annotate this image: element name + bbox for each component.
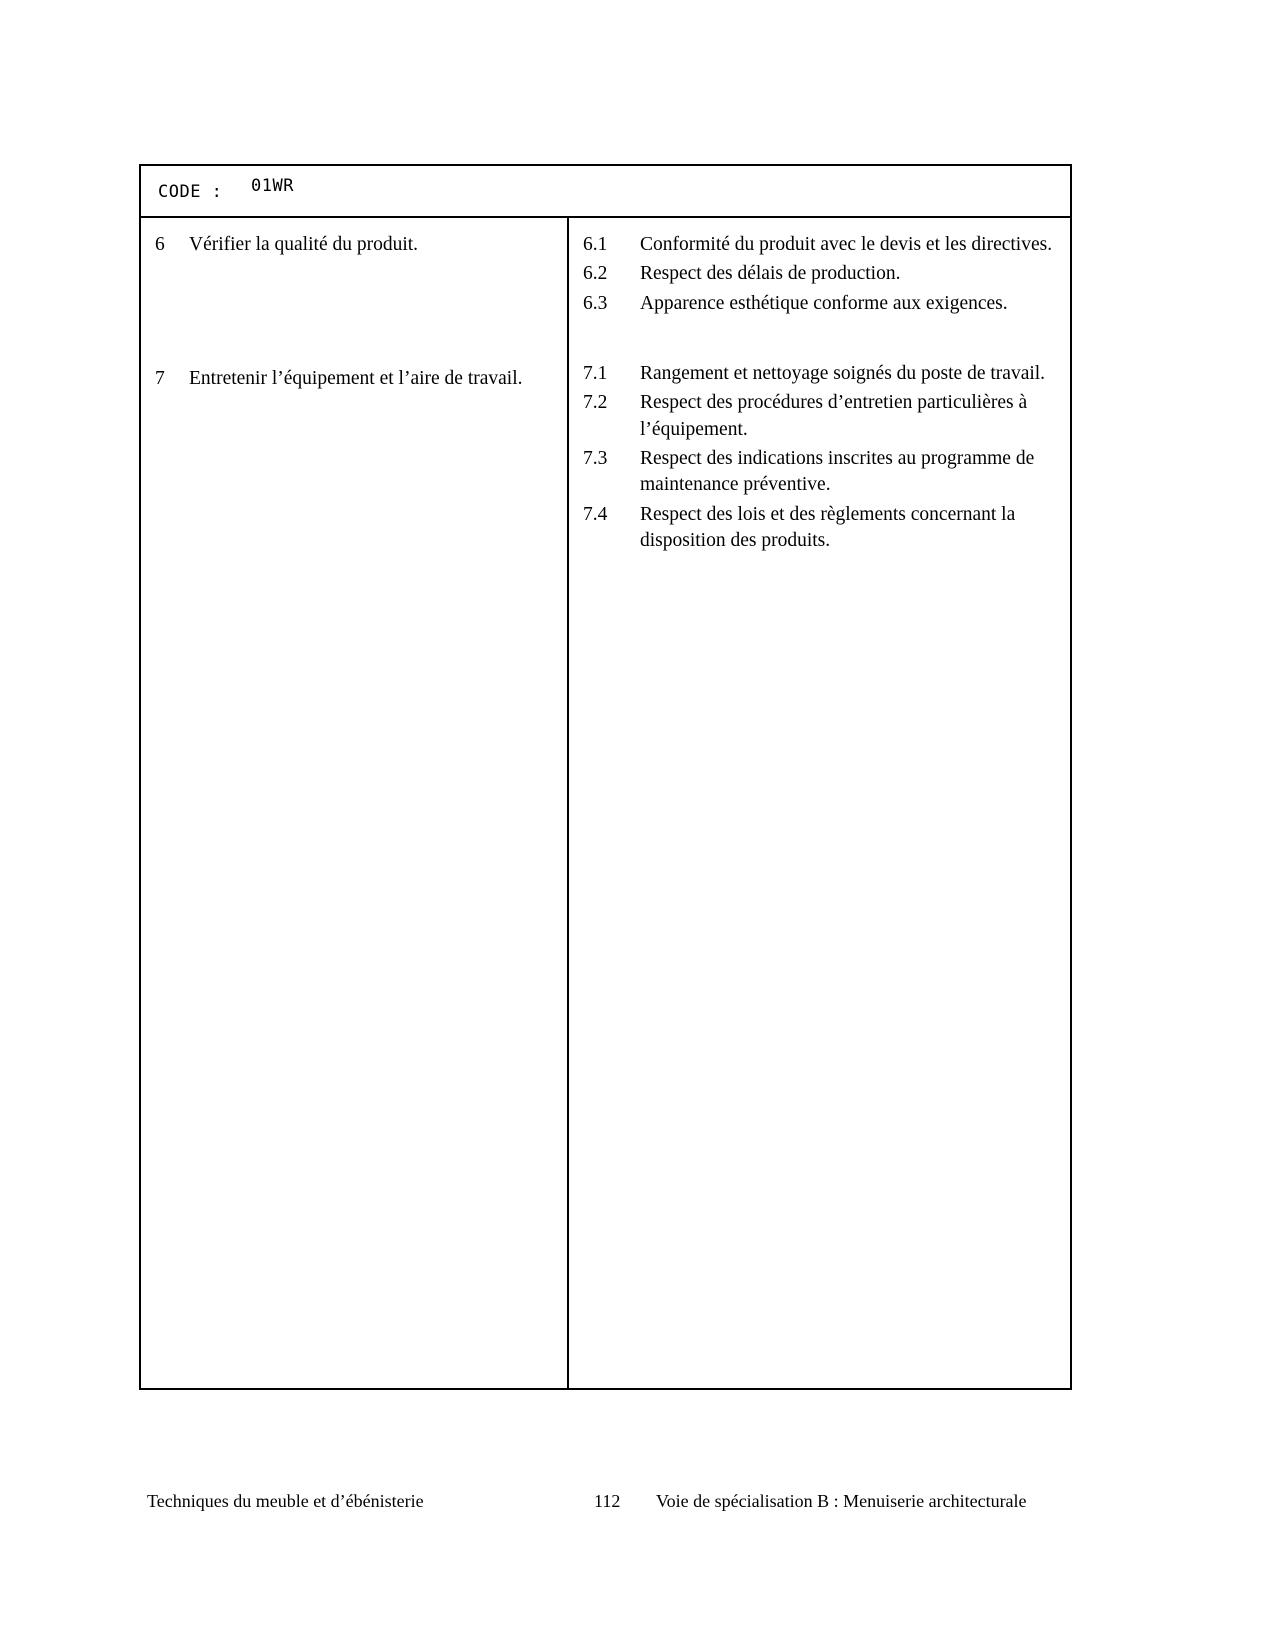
criterion-number: 6.2	[583, 263, 608, 285]
criterion-number: 7.1	[583, 362, 608, 384]
criterion-text: Respect des procédures d’entretien particulières à l’équipement.	[640, 392, 1028, 440]
criterion-item	[583, 502, 1056, 555]
competency-table	[139, 164, 1072, 1390]
task-item	[155, 366, 553, 392]
criterion-item	[583, 390, 1056, 443]
criterion-item	[583, 291, 1056, 317]
task-item	[155, 232, 553, 258]
footer-specialization: Voie de spécialisation B : Menuiserie architecturale	[656, 1491, 1027, 1511]
criterion-text: Apparence esthétique conforme aux exigences.	[640, 292, 1008, 314]
criterion-number: 7.4	[583, 503, 608, 525]
criterion-text: Rangement et nettoyage soignés du poste de travail.	[640, 362, 1046, 384]
criteria-group	[583, 361, 1056, 554]
criterion-number: 6.3	[583, 292, 608, 314]
task-text: Entretenir l’équipement et l’aire de travail.	[189, 368, 523, 390]
code-value: 01WR	[251, 176, 294, 196]
footer-program-title: Techniques du meuble et d’ébénisterie	[147, 1491, 424, 1511]
task-number: 7	[155, 368, 165, 390]
criterion-text: Conformité du produit avec le devis et les directives.	[640, 234, 1053, 255]
criteria-group	[583, 232, 1056, 317]
criterion-number: 7.3	[583, 447, 608, 469]
criterion-item	[583, 261, 1056, 287]
criteria-column	[569, 218, 1070, 1388]
criterion-text: Respect des délais de production.	[640, 263, 901, 285]
footer-page-number: 112	[594, 1491, 621, 1511]
criterion-number: 7.2	[583, 392, 608, 414]
tasks-column	[141, 218, 569, 1388]
table-body	[141, 218, 1070, 1388]
criterion-text: Respect des indications inscrites au programme de maintenance préventive.	[640, 447, 1035, 496]
code-label: CODE :	[158, 182, 223, 202]
criterion-number: 6.1	[583, 234, 608, 255]
task-text: Vérifier la qualité du produit.	[189, 234, 419, 255]
criterion-item	[583, 232, 1056, 258]
criterion-text: Respect des lois et des règlements concernant la disposition des produits.	[640, 503, 1016, 551]
criterion-item	[583, 361, 1056, 387]
criterion-item	[583, 446, 1056, 499]
task-number: 6	[155, 234, 165, 255]
code-row	[141, 166, 1070, 218]
